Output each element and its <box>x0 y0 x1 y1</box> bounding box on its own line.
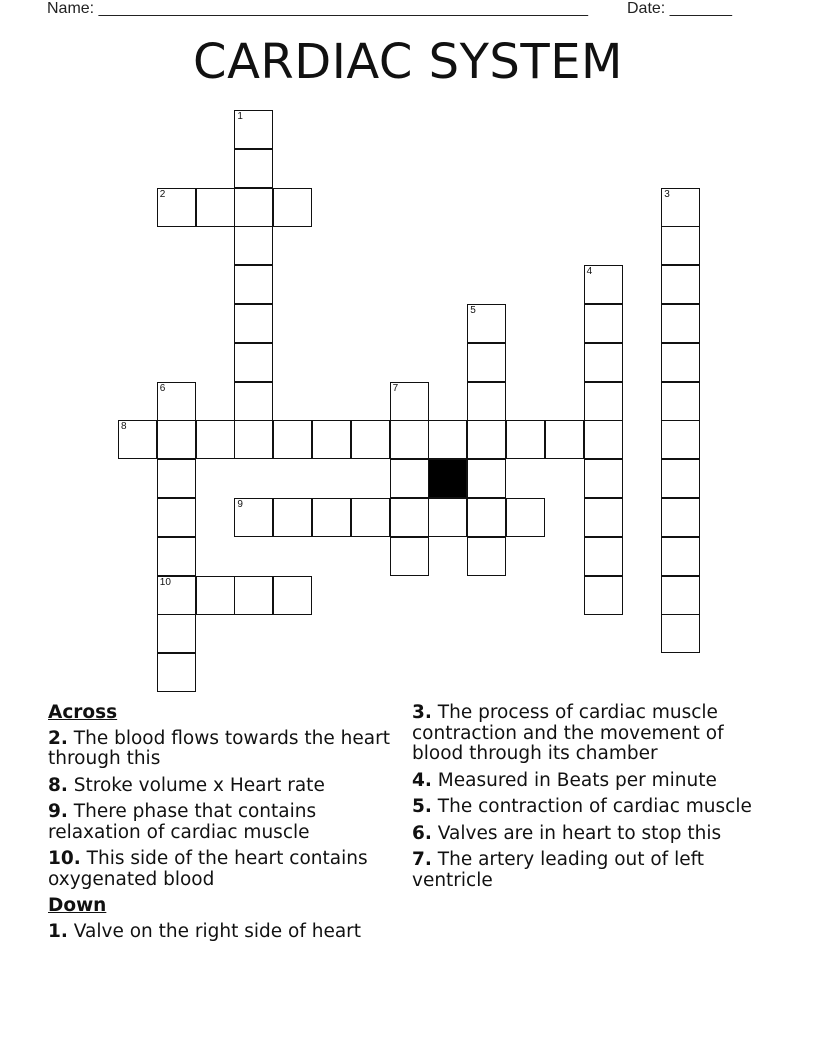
grid-cell[interactable] <box>157 537 196 576</box>
name-field: Name: _______________________________________________________ <box>47 0 588 17</box>
clue-number: 2. <box>48 727 68 749</box>
grid-cell[interactable] <box>467 304 506 343</box>
clues-column-left <box>48 703 398 948</box>
grid-cell[interactable] <box>351 420 390 459</box>
across-heading: Across <box>48 702 118 723</box>
grid-cell[interactable] <box>234 420 273 459</box>
grid-cell[interactable] <box>273 498 312 537</box>
grid-cell[interactable] <box>584 265 623 304</box>
grid-cell[interactable] <box>312 420 351 459</box>
grid-cell[interactable] <box>234 110 273 149</box>
grid-cell[interactable] <box>234 304 273 343</box>
grid-cell[interactable] <box>661 226 700 265</box>
cell-number: 1 <box>237 111 243 122</box>
grid-cell[interactable] <box>428 498 467 537</box>
grid-cell[interactable] <box>506 420 545 459</box>
clue-text: There phase that contains relaxation of cardiac muscle <box>48 801 317 843</box>
grid-cell[interactable] <box>234 226 273 265</box>
down-heading: Down <box>48 895 107 916</box>
clue-number: 6. <box>412 822 432 844</box>
grid-cell[interactable] <box>584 304 623 343</box>
grid-cell[interactable] <box>196 420 235 459</box>
grid-cell[interactable] <box>390 382 429 421</box>
grid-cell[interactable] <box>467 537 506 576</box>
grid-cell[interactable] <box>390 537 429 576</box>
grid-cell[interactable] <box>118 420 157 459</box>
grid-cell[interactable] <box>157 653 196 692</box>
grid-cell[interactable] <box>157 459 196 498</box>
grid-cell[interactable] <box>661 188 700 227</box>
clue-text: The blood flows towards the heart through this <box>48 727 390 769</box>
cell-number: 9 <box>237 499 243 510</box>
grid-cell[interactable] <box>234 576 273 615</box>
grid-cell[interactable] <box>234 343 273 382</box>
grid-cell[interactable] <box>157 576 196 615</box>
grid-cell[interactable] <box>428 420 467 459</box>
grid-cell[interactable] <box>584 459 623 498</box>
clue-down-5 <box>412 797 762 818</box>
cell-number: 7 <box>392 382 399 394</box>
grid-cell[interactable] <box>196 576 235 615</box>
grid-cell[interactable] <box>157 382 196 421</box>
grid-cell[interactable] <box>157 188 196 227</box>
grid-cell[interactable] <box>467 343 506 382</box>
page-title: CARDIAC SYSTEM <box>193 34 623 90</box>
grid-cell[interactable] <box>196 188 235 227</box>
grid-cell[interactable] <box>545 420 584 459</box>
cell-number: 10 <box>159 576 171 588</box>
grid-cell[interactable] <box>661 459 700 498</box>
clue-text: The process of cardiac muscle contraction and the movement of blood through its chamber <box>412 702 724 764</box>
clue-text: Valve on the right side of heart <box>73 920 362 942</box>
grid-cell[interactable] <box>661 265 700 304</box>
cell-number: 6 <box>159 382 166 394</box>
grid-cell[interactable] <box>661 420 700 459</box>
grid-cell[interactable] <box>584 343 623 382</box>
grid-cell[interactable] <box>584 498 623 537</box>
grid-cell[interactable] <box>584 537 623 576</box>
clue-number: 3. <box>412 702 432 723</box>
clue-across-2 <box>48 729 398 770</box>
clue-down-7 <box>412 850 762 891</box>
clues-column-right <box>412 703 762 897</box>
clue-number: 8. <box>48 774 68 796</box>
clue-number: 4. <box>412 769 432 791</box>
grid-cell[interactable] <box>467 382 506 421</box>
grid-cell[interactable] <box>661 382 700 421</box>
grid-cell[interactable] <box>390 420 429 459</box>
clue-text: The contraction of cardiac muscle <box>437 796 752 817</box>
grid-cell[interactable] <box>661 576 700 615</box>
cell-number: 5 <box>470 305 476 316</box>
grid-cell[interactable] <box>506 498 545 537</box>
clue-number: 10. <box>48 848 81 869</box>
clue-across-8 <box>48 776 398 797</box>
clue-down-4 <box>412 771 762 792</box>
grid-cell[interactable] <box>312 498 351 537</box>
grid-cell[interactable] <box>234 265 273 304</box>
grid-cell[interactable] <box>234 498 273 537</box>
grid-cell[interactable] <box>157 420 196 459</box>
clue-number: 9. <box>48 801 68 822</box>
grid-cell[interactable] <box>467 459 506 498</box>
grid-cell[interactable] <box>234 149 273 188</box>
grid-cell[interactable] <box>390 459 429 498</box>
grid-cell[interactable] <box>584 576 623 615</box>
cell-number: 2 <box>159 188 166 200</box>
clue-down-3 <box>412 703 762 765</box>
grid-cell[interactable] <box>661 614 700 653</box>
grid-cell[interactable] <box>467 498 506 537</box>
grid-cell[interactable] <box>661 498 700 537</box>
clue-text: Stroke volume x Heart rate <box>73 774 325 796</box>
clue-number: 7. <box>412 849 432 870</box>
grid-cell[interactable] <box>234 188 273 227</box>
grid-cell[interactable] <box>157 498 196 537</box>
grid-cell[interactable] <box>157 614 196 653</box>
clue-across-10 <box>48 849 398 890</box>
clue-across-9 <box>48 802 398 843</box>
cell-number: 4 <box>586 266 593 278</box>
clue-text: The artery leading out of left ventricle <box>412 849 705 891</box>
grid-cell[interactable] <box>584 420 623 459</box>
clue-text: This side of the heart contains oxygenated blood <box>48 848 368 890</box>
cell-number: 8 <box>121 421 127 433</box>
grid-cell[interactable] <box>661 343 700 382</box>
date-field: Date: _______ <box>627 0 732 17</box>
clue-number: 5. <box>412 796 432 817</box>
grid-cell[interactable] <box>273 188 312 227</box>
grid-cell[interactable] <box>467 420 506 459</box>
blocked-cell <box>428 459 467 498</box>
grid-cell[interactable] <box>234 382 273 421</box>
clue-text: Valves are in heart to stop this <box>437 822 722 844</box>
grid-cell[interactable] <box>661 537 700 576</box>
grid-cell[interactable] <box>273 576 312 615</box>
clue-down-1 <box>48 922 398 943</box>
clue-number: 1. <box>48 920 68 942</box>
grid-cell[interactable] <box>351 498 390 537</box>
cell-number: 3 <box>664 188 670 200</box>
grid-cell[interactable] <box>390 498 429 537</box>
clue-down-6 <box>412 824 762 845</box>
grid-cell[interactable] <box>273 420 312 459</box>
grid-cell[interactable] <box>661 304 700 343</box>
clue-text: Measured in Beats per minute <box>437 769 717 791</box>
grid-cell[interactable] <box>584 382 623 421</box>
